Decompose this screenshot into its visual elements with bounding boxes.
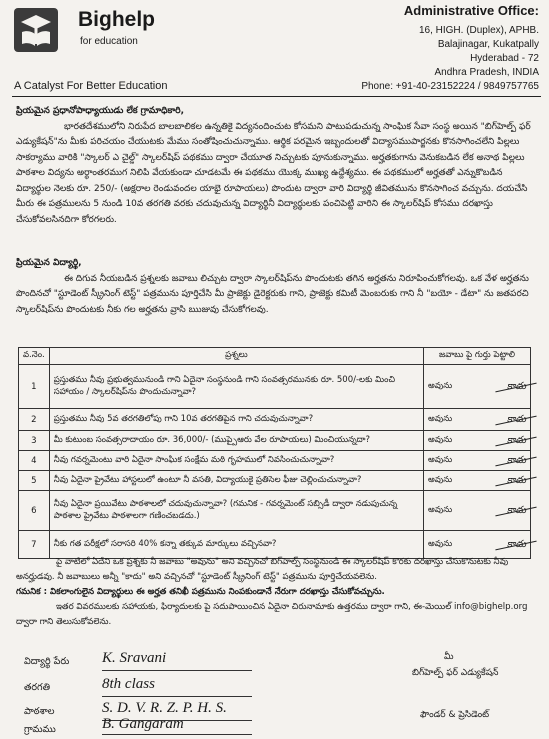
no-option-marked[interactable]: కాదు <box>501 413 526 427</box>
letter-body-student: ఈ దిగువ నీయబడిన ప్రశ్నలకు జవాబు లిచ్చుట ద్వారా స్కాలర్‌షిప్‌ను పొందుటకు తగిన అర్హతను నిరూపించుకోగలవు. ఒక వేళ అర్హతను పొందినచో "స్టూడెంట్ స్క్రీనింగ్ టెస్ట్" పత్రమును పూర్తిచేసి మీ ప్రాజెక్టు డైరెక్టరుకు గాని, ప్రాజెక్టు కమిటీ మెంబరుకు గాని నీ "బయో - డేటా" ను జతపరచి స్కాలర్‌షిప్‌ను పొందుటకు నీకు గల అర్హతను వ్రాసి ఋజువు చేసుకోగలవు. <box>16 273 529 315</box>
yes-option[interactable]: అవును <box>428 413 453 424</box>
sign-organization: బిగ్‌హెల్ప్ ఫర్ ఎడ్యుకేషన్ <box>412 668 499 678</box>
name-label: విద్యార్థి పేరు <box>24 656 70 667</box>
row-number: 4 <box>19 451 50 471</box>
table-row <box>19 365 531 409</box>
letter-student <box>16 256 536 318</box>
sign-yours: మీ <box>444 652 454 662</box>
answer-cell[interactable] <box>424 409 531 431</box>
table-row <box>19 491 531 531</box>
office-title: Administrative Office: <box>403 3 539 18</box>
village-field[interactable]: B. Gangaram <box>102 716 252 735</box>
row-question: మీ కుటుంబ సంవత్సరాదాయం రూ. 36,000/- (ముప్పైఆరు వేల రూపాయలు) మించియున్నదా? <box>49 431 423 451</box>
no-option-marked[interactable]: కాదు <box>501 380 526 394</box>
table-row <box>19 471 531 491</box>
col-question-header: ప్రశ్నలు <box>49 348 423 365</box>
row-number: 3 <box>19 431 50 451</box>
letter-body-headmaster: భారతదేశములోని నిరుపేద బాలబాలికల ఉన్నతికై విద్యనందించుట కోసమని పాటుపడుచున్న సాంఘిక సేవా సంస్థ అయిన "బిగ్‌హెల్ప్ ఫర్ ఎడ్యుకేషన్"ను మీకు పరిచయం చేయుటకు మేము సంతోషించుచున్నాము. ఆర్థిక పరమైన ఇబ్బందులతో విద్యాసముపార్జనకు కొనసాగించలేని పిల్లలు సాకర్యాము వారికి "స్కాలర్ ఎ చైల్డ్" స్కాలర్‌షిప్ పథకము ద్వారా చేయూత నిచ్చుటకు పూనుకున్నాము. అర్హతకుగాను వెనుకబడిన లేక అనాథ పిల్లలు పాఠశాల విద్యను అర్థాంతరముగ నిలిపి వేయకుండా చూడటమే ఈ పథకము యొక్క ముఖ్య ఉద్దేశ్యము. ఈ పథకములో అర్హతతో ఎన్నుకొబడిన విద్యార్థుల నెలకు రూ. 250/- (అక్షరాల రెండువందల యాభై రూపాయలు) పొందుట ద్వారా వారి విద్యార్థి జీవితమును కొనసాగించ వచ్చును. దయచేసి మీరు ఈ పత్రములను 5 నుండి 10వ తరగతి వరకు చదువుచున్న విద్యార్థినీ విద్యార్థులకు పంచిపెట్టి వారిని ఈ స్కాలర్‌షిప్ కోసము దరఖాస్తు చేసుకోవలసినదిగా కోరగలరు. <box>16 121 531 225</box>
answer-cell[interactable] <box>424 451 531 471</box>
table-row <box>19 431 531 451</box>
class-label: తరగతి <box>24 682 50 693</box>
no-option-marked[interactable]: కాదు <box>501 434 526 448</box>
office-line: Andhra Pradesh, INDIA <box>434 67 539 78</box>
row-number: 6 <box>19 491 50 531</box>
brand-tagline: A Catalyst For Better Education <box>14 80 168 92</box>
eligibility-table <box>18 347 531 559</box>
row-number: 5 <box>19 471 50 491</box>
answer-cell[interactable] <box>424 471 531 491</box>
yes-option[interactable]: అవును <box>428 474 453 485</box>
instruction-note: గమనిక : వికలాంగులైన విద్యార్థులు ఈ అర్హత తనిఖీ పత్రమును నింపకుండానే నేరుగా దరఖాస్తు చేసుకోవచ్చును. <box>16 587 385 597</box>
row-number: 2 <box>19 409 50 431</box>
no-option-marked[interactable]: కాదు <box>501 538 526 552</box>
yes-option[interactable]: అవును <box>428 454 453 465</box>
answer-cell[interactable] <box>424 365 531 409</box>
office-address <box>361 4 539 94</box>
table-row <box>19 409 531 431</box>
brand-name: Bighelp <box>78 8 155 31</box>
letter-headmaster <box>16 104 536 228</box>
table-row <box>19 451 531 471</box>
office-line: 16, HIGH. (Duplex), APHB. <box>418 25 539 36</box>
answer-cell[interactable] <box>424 491 531 531</box>
yes-option[interactable]: అవును <box>428 434 453 445</box>
no-option-marked[interactable]: కాదు <box>501 454 526 468</box>
yes-option[interactable]: అవును <box>428 380 453 391</box>
row-question: ప్రస్తుతము నీవు 5వ తరగతిలోపు గాని 10వ తరగతిపైన గాని చదువుచున్నావా? <box>49 409 423 431</box>
yes-option[interactable]: అవును <box>428 538 453 549</box>
instruction-eligibility: పై వాటిలో ఏదేని ఒక ప్రశ్నకు నీ జవాబు "అవును" అని వచ్చినచో బిగ్‌హెల్ప్ సంస్థనుండి ఈ స్కాలర్‌షిప్ కొరకు దరఖాస్తు చేసుకొనుటకు నీవు అనర్హుడవు. నీ జవాబులు అన్నీ "కాదు" అని వచ్చినచో "స్టూడెంట్ స్క్రీనింగ్ టెస్ట్" పత్రమును పూర్తిచేయవలెను. <box>16 557 509 582</box>
no-option-marked[interactable]: కాదు <box>501 474 526 488</box>
row-question: నీవు గవర్నమెంటు వారి ఏదైనా సాంఘిక సంక్షేమ మఠి గృహములో నివసించుచున్నావా? <box>49 451 423 471</box>
no-option-marked[interactable]: కాదు <box>501 504 526 518</box>
office-phone: Phone: +91-40-23152224 / 9849757765 <box>361 81 539 92</box>
col-number-header: వ.నెం. <box>19 348 50 365</box>
yes-option[interactable]: అవును <box>428 504 453 515</box>
row-question: నీవు ఏదైనా ప్రైవేటు హాస్టలులో ఉంటూ నీ వసతి, విద్యాయుకై ప్రతిసెల ఫీజు చెల్లించుచున్నావా? <box>49 471 423 491</box>
instructions <box>16 555 536 630</box>
instruction-contact: ఇతర వివరములకు సహాయకు, ఫిర్యాదులకు పై సదుపాయించిన ఏదైనా చిరునామాకు ఉత్తరము ద్వారా గాని, ఈ-మెయిల్ info@bighelp.org ద్వారా గాని తెలుసుకోవలెను. <box>16 602 528 627</box>
sign-founder: ఫౌండర్ & ప్రెసిడెంట్ <box>420 710 490 720</box>
salutation-headmaster: ప్రియమైన ప్రధానోపాధ్యాయుడు లేక గ్రామాధికారి, <box>16 106 185 116</box>
row-number: 7 <box>19 531 50 559</box>
class-field[interactable]: 8th class <box>102 676 252 697</box>
office-line: Hyderabad - 72 <box>470 53 539 64</box>
brand-subtitle: for education <box>80 36 138 47</box>
school-label: పాఠశాల <box>24 706 55 717</box>
office-line: Balajinagar, Kukatpally <box>437 39 539 50</box>
salutation-student: ప్రియమైన విద్యార్థి, <box>16 258 82 268</box>
village-label: గ్రామము <box>24 724 56 735</box>
header-divider <box>12 96 541 97</box>
row-question: ప్రస్తుతము నీవు ప్రభుత్వమునుండి గాని ఏదైనా సంస్థనుండి గాని సంవత్సరమునకు రూ. 500/-లకు మించి సహాయం / స్కాలర్‌షిప్‌ను పొందుచున్నావా? <box>49 365 423 409</box>
answer-cell[interactable] <box>424 431 531 451</box>
table-header-row <box>19 348 531 365</box>
row-number: 1 <box>19 365 50 409</box>
row-question: నీకు గత పరీక్షలో సరాసరి 40% కన్నా తక్కువ మార్కులు వచ్చినవా? <box>49 531 423 559</box>
row-question: నీవు ఏదైనా ప్రయివేటు పాఠశాలలో చదువుచున్నావా? (గమనిక - గవర్నమెంట్ సబ్సిడీ ద్వారా నడుపుచున్న పాఠశాల ప్రైవేటు పాఠశాలగా గణించబడదు.) <box>49 491 423 531</box>
student-name-field[interactable]: K. Sravani <box>102 650 252 671</box>
col-answer-header: జవాబు పై గుర్తు పెట్టాలి <box>424 348 531 365</box>
school-field[interactable]: S. D. V. R. Z. P. H. S. <box>102 700 252 721</box>
bighelp-logo-icon <box>14 8 58 52</box>
